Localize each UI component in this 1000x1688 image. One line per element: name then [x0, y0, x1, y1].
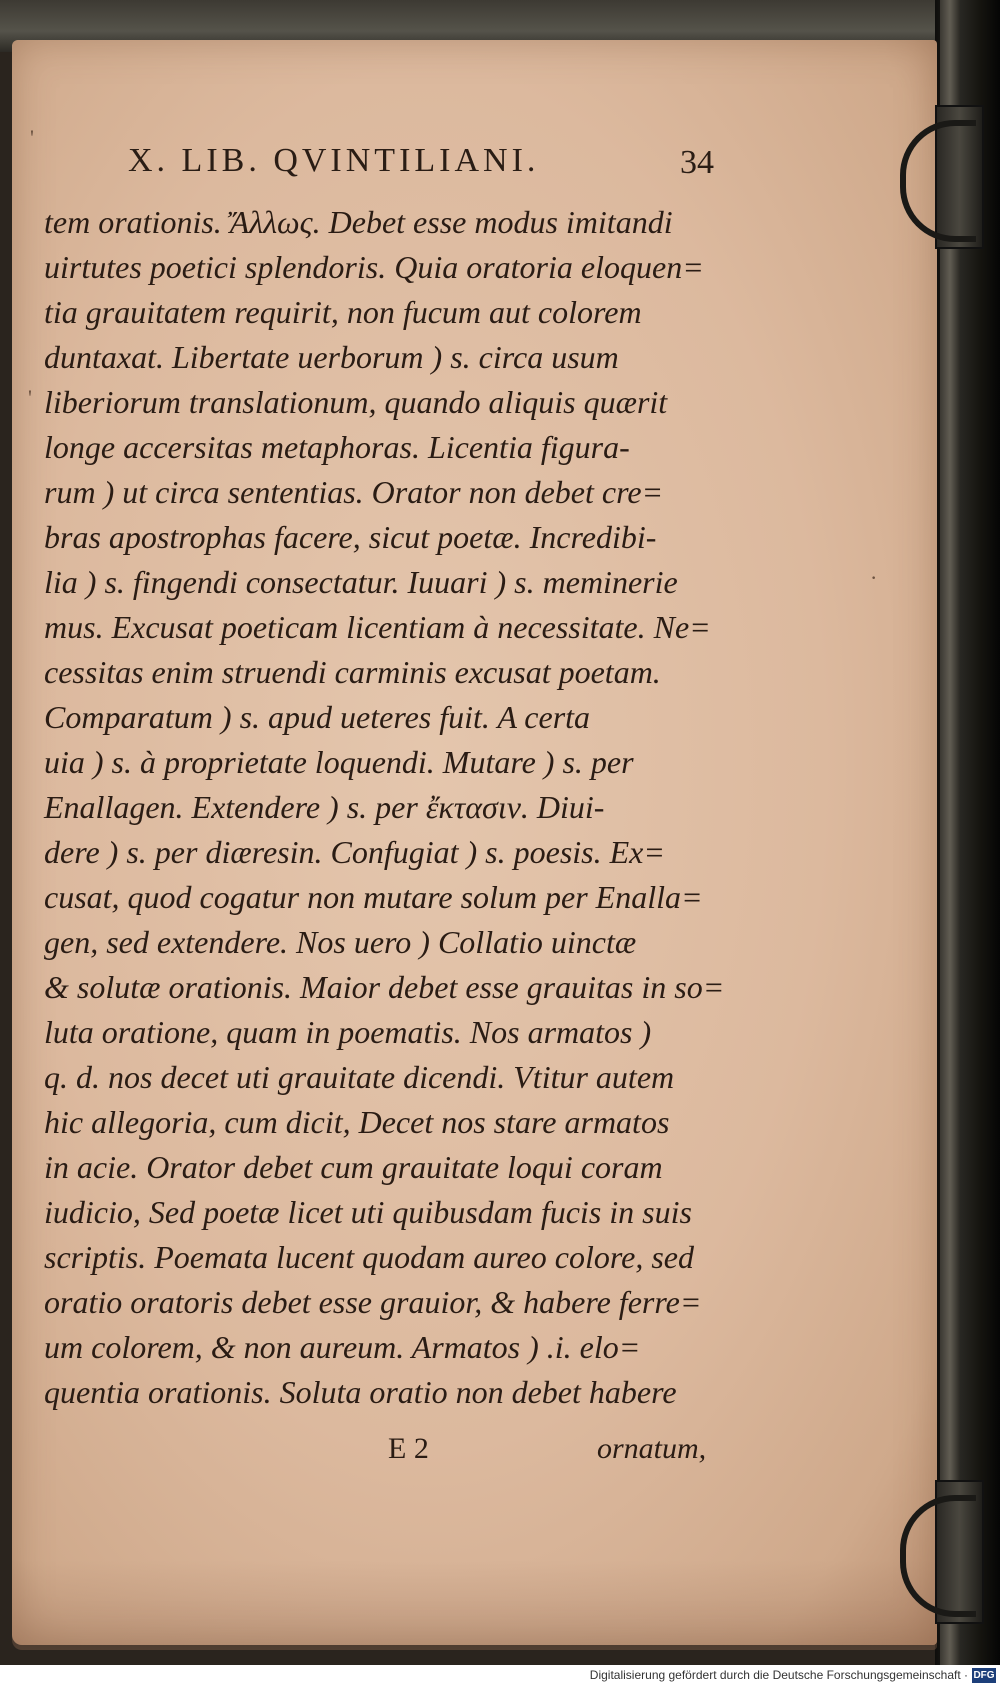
text-line: duntaxat. Libertate uerborum ) s. circa usum	[44, 339, 619, 375]
text-block	[44, 200, 764, 1440]
text-line: in acie. Orator debet cum grauitate loqui coram	[44, 1149, 663, 1185]
credit-footer	[0, 1665, 1000, 1688]
text-line: uia ) s. à proprietate loquendi. Mutare ) s. per	[44, 744, 634, 780]
text-line: rum ) ut circa sententias. Orator non debet cre=	[44, 474, 664, 510]
text-line: cessitas enim struendi carminis excusat poetam.	[44, 654, 661, 690]
running-title: X. LIB. QVINTILIANI.	[128, 142, 540, 179]
text-line: luta oratione, quam in poematis. Nos armatos )	[44, 1014, 652, 1050]
text-line: gen, sed extendere. Nos uero ) Collatio uinctæ	[44, 924, 637, 960]
credit-text: Digitalisierung gefördert durch die Deutsche Forschungsgemeinschaft ·	[589, 1668, 968, 1682]
text-line: mus. Excusat poeticam licentiam à necessitate. Ne=	[44, 609, 711, 645]
book-board-edge	[940, 0, 960, 1688]
text-line: quentia orationis. Soluta oratio non debet habere	[44, 1374, 677, 1410]
text-line: tia grauitatem requirit, non fucum aut colorem	[44, 294, 642, 330]
text-line: scriptis. Poemata lucent quodam aureo colore, sed	[44, 1239, 694, 1275]
text-line: dere ) s. per diæresin. Confugiat ) s. poesis. Ex=	[44, 834, 665, 870]
text-line: cusat, quod cogatur non mutare solum per Enalla=	[44, 879, 703, 915]
text-line: hic allegoria, cum dicit, Decet nos stare armatos	[44, 1104, 670, 1140]
text-line: longe accersitas metaphoras. Licentia figura-	[44, 429, 630, 465]
page-number: 34	[680, 144, 714, 181]
catchword: ornatum,	[597, 1432, 707, 1465]
text-line: lia ) s. fingendi consectatur. Iuuari ) s. meminerie	[44, 564, 678, 600]
page-lower-shadow	[12, 1560, 937, 1650]
text-line: um colorem, & non aureum. Armatos ) .i. elo=	[44, 1329, 641, 1365]
running-header	[128, 142, 748, 190]
margin-mark: '	[30, 125, 34, 150]
dfg-logo: DFG	[973, 1670, 995, 1681]
text-line: q. d. nos decet uti grauitate dicendi. Vtitur autem	[44, 1059, 675, 1095]
text-line: uirtutes poetici splendoris. Quia oratoria eloquen=	[44, 249, 704, 285]
text-line: liberiorum translationum, quando aliquis quærit	[44, 384, 668, 420]
signature-mark: E 2	[388, 1432, 429, 1465]
text-line: oratio oratoris debet esse grauior, & habere ferre=	[44, 1284, 702, 1320]
text-line: Enallagen. Extendere ) s. per ἔκτασιν. Diui-	[44, 789, 605, 825]
text-line: Comparatum ) s. apud ueteres fuit. A certa	[44, 699, 591, 735]
margin-mark: ·	[870, 565, 878, 590]
text-line: iudicio, Sed poetæ licet uti quibusdam fucis in suis	[44, 1194, 692, 1230]
text-line: bras apostrophas facere, sicut poetæ. Incredibi-	[44, 519, 657, 555]
text-line: & solutæ orationis. Maior debet esse grauitas in so=	[44, 969, 725, 1005]
margin-mark: '	[28, 385, 32, 410]
text-line: tem orationis. Ἄλλως. Debet esse modus imitandi	[44, 204, 673, 240]
